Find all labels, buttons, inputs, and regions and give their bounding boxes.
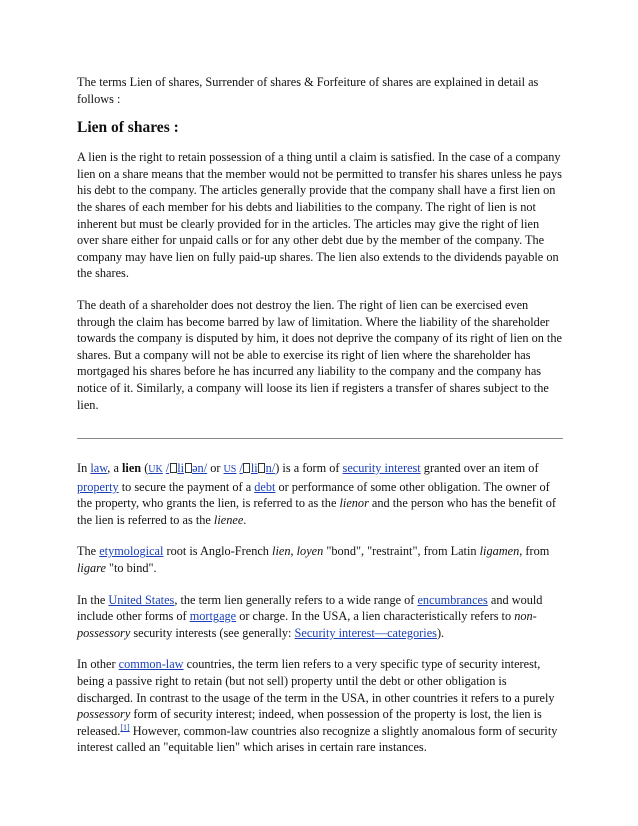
text: security interests (see generally: (130, 625, 295, 640)
uk-ipa-link[interactable] (166, 461, 207, 475)
footnote-1-link[interactable]: [1] (120, 722, 130, 732)
horizontal-divider (77, 438, 563, 439)
mortgage-link[interactable]: mortgage (189, 609, 237, 624)
text: and would include other forms of (77, 592, 543, 624)
ipa-part: / (239, 461, 243, 476)
etymological-link[interactable]: etymological (99, 544, 164, 559)
text: or (207, 461, 224, 476)
us-ipa-link[interactable] (239, 461, 275, 475)
us-pronunciation-link[interactable]: US (223, 464, 237, 476)
ligamen-italic: ligamen (479, 544, 520, 559)
security-interest-link[interactable]: security interest (342, 461, 421, 476)
text: The (77, 544, 100, 559)
text: In (77, 461, 91, 476)
wiki-paragraph-common-law (77, 656, 563, 756)
lien-italic: lien (272, 544, 291, 559)
property-link[interactable]: property (77, 479, 119, 494)
intro-text: The terms Lien of shares, Surrender of shares & Forfeiture of shares are explained in detail as follows : (77, 75, 539, 106)
text: , the term lien generally refers to a wide range of (174, 592, 418, 607)
text: "to bind". (105, 561, 157, 576)
lien-paragraph-2: The death of a shareholder does not destroy the lien. The right of lien can be exercised even through the claim has become barred by law of limitation. Where the liability of the shareholder towards the company is disputed by him, it does not deprive the company of its right of lien on the shares. But a company will not be able to exercise its right of lien where the shareholder has mortgaged his shares before he has incurred any liability to the company and the company has notice of it. Similarly, a company will loose its lien if registers a transfer of shares subject to the lien. (77, 297, 562, 412)
ipa-glyph-icon (185, 463, 192, 473)
ipa-part: li (250, 461, 258, 476)
text: or charge. In the USA, a lien characteristically refers to (236, 609, 515, 624)
wiki-paragraph-united-states (77, 592, 563, 642)
ipa-glyph-icon (170, 463, 177, 473)
encumbrances-link[interactable]: encumbrances (417, 592, 488, 607)
ipa-glyph-icon (258, 463, 265, 473)
ipa-part: ən/ (192, 461, 208, 476)
section-heading: Lien of shares : (77, 119, 179, 137)
lien-term: lien (121, 461, 142, 476)
wiki-paragraph-definition (77, 460, 563, 528)
lienee-term: lienee (213, 512, 244, 527)
text: ( (141, 461, 149, 476)
ipa-part: / (165, 461, 170, 476)
united-states-link[interactable]: United States (108, 592, 175, 607)
text: ). (436, 625, 445, 640)
uk-pronunciation-link[interactable]: UK (148, 464, 163, 476)
text: form of security interest; indeed, when possession of the property is lost, the lien is released. (77, 707, 542, 738)
ipa-part: li (177, 461, 185, 476)
text: ) is a form of (275, 461, 343, 476)
text: and the person who has the benefit of the lien is referred to as the (77, 496, 556, 527)
text: . (243, 512, 247, 527)
lien-paragraph-1: A lien is the right to retain possession of a thing until a claim is satisfied. In the case of a company lien on a share means that the member would not be permitted to transfer his shares unless he pays his debt to the company. The articles generally provide that the company shall have a first lien on the shares of each member for his debts and liabilities to the company. The right of lien is not inherent but must be clearly provided for in the articles. The articles may give the right of lien over share either for unpaid calls or for any other debt due by the member of the company. The company may have lien on fully paid-up shares. The lien also extends to the dividends payable on the shares. (77, 150, 562, 281)
text: granted over an item of (420, 461, 539, 476)
ligare-italic: ligare (77, 561, 106, 576)
possessory-italic: possessory (77, 707, 131, 722)
non-possessory-italic: non-possessory (77, 609, 537, 640)
law-link[interactable]: law (90, 461, 108, 476)
text: , (290, 544, 297, 559)
loyen-italic: loyen (296, 544, 324, 559)
debt-link[interactable]: debt (254, 479, 276, 494)
text: root is Anglo-French (163, 544, 273, 559)
text: In the (77, 592, 109, 607)
ipa-part: n/ (265, 461, 276, 476)
text: , from (519, 544, 550, 559)
wiki-paragraph-etymology (77, 543, 563, 576)
text: , a (107, 461, 122, 476)
lienor-term: lienor (339, 496, 369, 511)
text: In other (77, 657, 119, 672)
common-law-link[interactable]: common-law (118, 657, 184, 672)
text: or performance of some other obligation. The owner of the property, who grants the lien, is referred to as the (77, 479, 550, 511)
document-page (77, 74, 563, 756)
security-interest-categories-link[interactable]: Security interest—categories (294, 625, 437, 640)
text: countries, the term lien refers to a very specific type of security interest, being a passive right to retain (but not sell) property until the debt or other obligation is discharged. In contrast to the usage of the term in the USA, in other countries it refers to a purely (77, 657, 555, 705)
ipa-glyph-icon (243, 463, 250, 473)
text: However, common-law countries also recognize a slightly anomalous form of security interest called an "equitable lien" which arises in certain rare instances. (77, 723, 558, 755)
text: to secure the payment of a (118, 479, 255, 494)
text: "bond", "restraint", from Latin (323, 544, 480, 559)
